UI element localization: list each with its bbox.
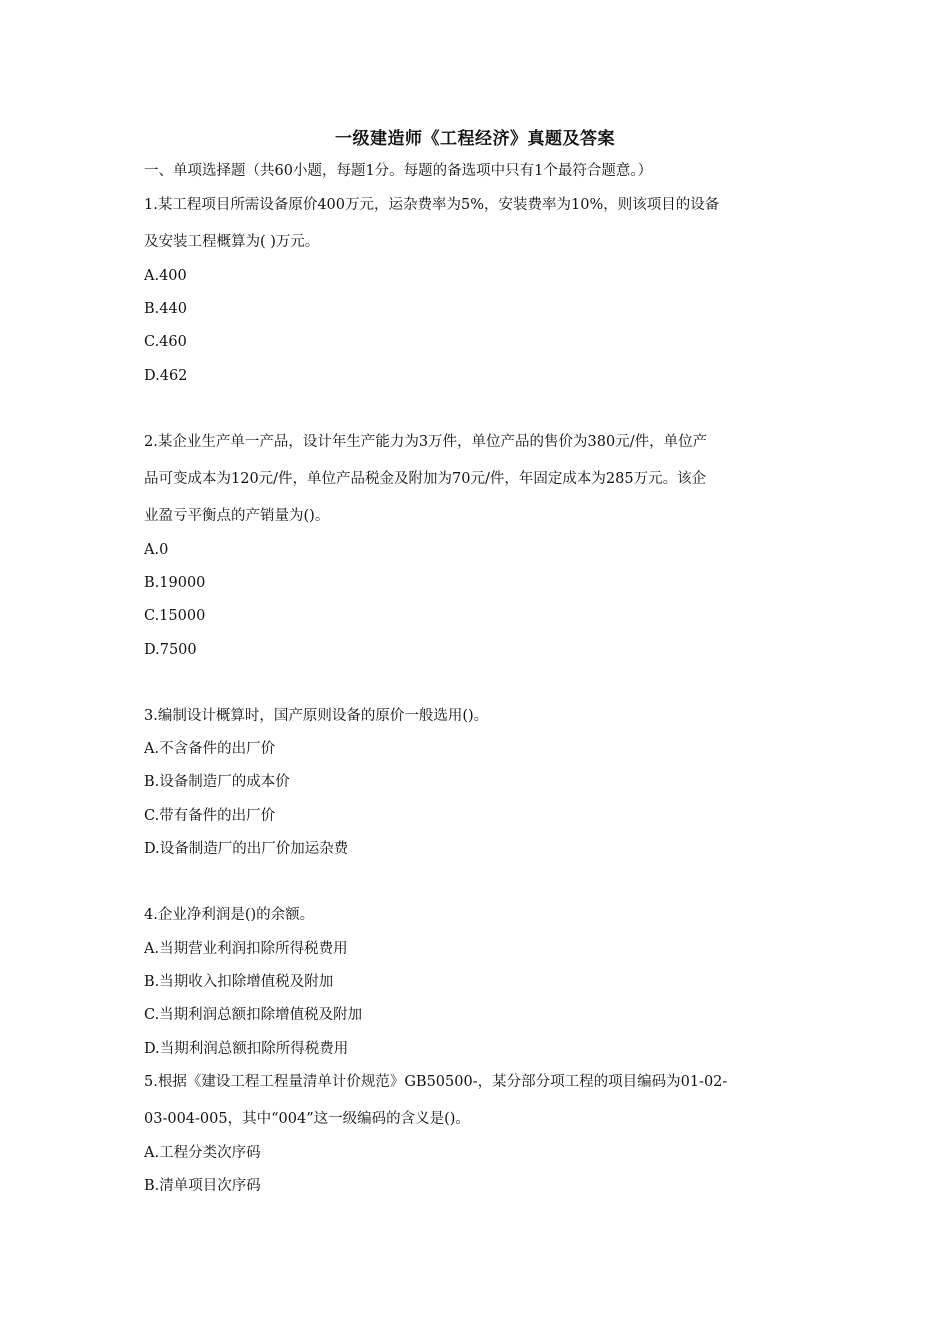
question-1-option-a: A.400	[144, 268, 187, 284]
question-2-option-b: B.19000	[144, 575, 206, 591]
question-1-stem-line-2: 及安装工程概算为( )万元。	[144, 234, 320, 250]
question-4-option-a: A.当期营业利润扣除所得税费用	[144, 941, 348, 957]
question-1-option-b: B.440	[144, 301, 187, 317]
question-5-option-b: B.清单项目次序码	[144, 1178, 261, 1194]
document-title: 一级建造师《工程经济》真题及答案	[335, 129, 615, 149]
question-1-option-c: C.460	[144, 334, 187, 350]
question-1-option-d: D.462	[144, 368, 188, 384]
question-3-stem-line-1: 3.编制设计概算时，国产原则设备的原价一般选用()。	[144, 708, 489, 724]
question-4-stem-line-1: 4.企业净利润是()的余额。	[144, 907, 315, 923]
question-3-option-d: D.设备制造厂的出厂价加运杂费	[144, 841, 349, 857]
question-4-option-d: D.当期利润总额扣除所得税费用	[144, 1041, 349, 1057]
question-2-option-c: C.15000	[144, 608, 206, 624]
question-2-stem-line-2: 品可变成本为120元/件，单位产品税金及附加为70元/件，年固定成本为285万元。该企	[144, 471, 707, 487]
question-2-option-d: D.7500	[144, 642, 197, 658]
question-4-option-c: C.当期利润总额扣除增值税及附加	[144, 1007, 363, 1023]
question-1-stem-line-1: 1.某工程项目所需设备原价400万元，运杂费率为5%，安装费率为10%，则该项目的设备	[144, 197, 720, 213]
question-5-option-a: A.工程分类次序码	[144, 1145, 261, 1161]
question-2-stem-line-1: 2.某企业生产单一产品，设计年生产能力为3万件，单位产品的售价为380元/件，单位产	[144, 434, 708, 450]
question-3-option-a: A.不含备件的出厂价	[144, 741, 276, 757]
question-2-stem-line-3: 业盈亏平衡点的产销量为()。	[144, 508, 330, 524]
question-3-option-b: B.设备制造厂的成本价	[144, 774, 290, 790]
section-heading: 一、单项选择题（共60小题，每题1分。每题的备选项中只有1个最符合题意。）	[144, 163, 653, 179]
question-5-stem-line-2: 03-004-005，其中“004”这一级编码的含义是()。	[144, 1111, 470, 1127]
question-5-stem-line-1: 5.根据《建设工程工程量清单计价规范》GB50500-，某分部分项工程的项目编码为01-02-	[144, 1074, 728, 1090]
question-4-option-b: B.当期收入扣除增值税及附加	[144, 974, 334, 990]
question-2-option-a: A.0	[144, 542, 169, 558]
question-3-option-c: C.带有备件的出厂价	[144, 808, 276, 824]
